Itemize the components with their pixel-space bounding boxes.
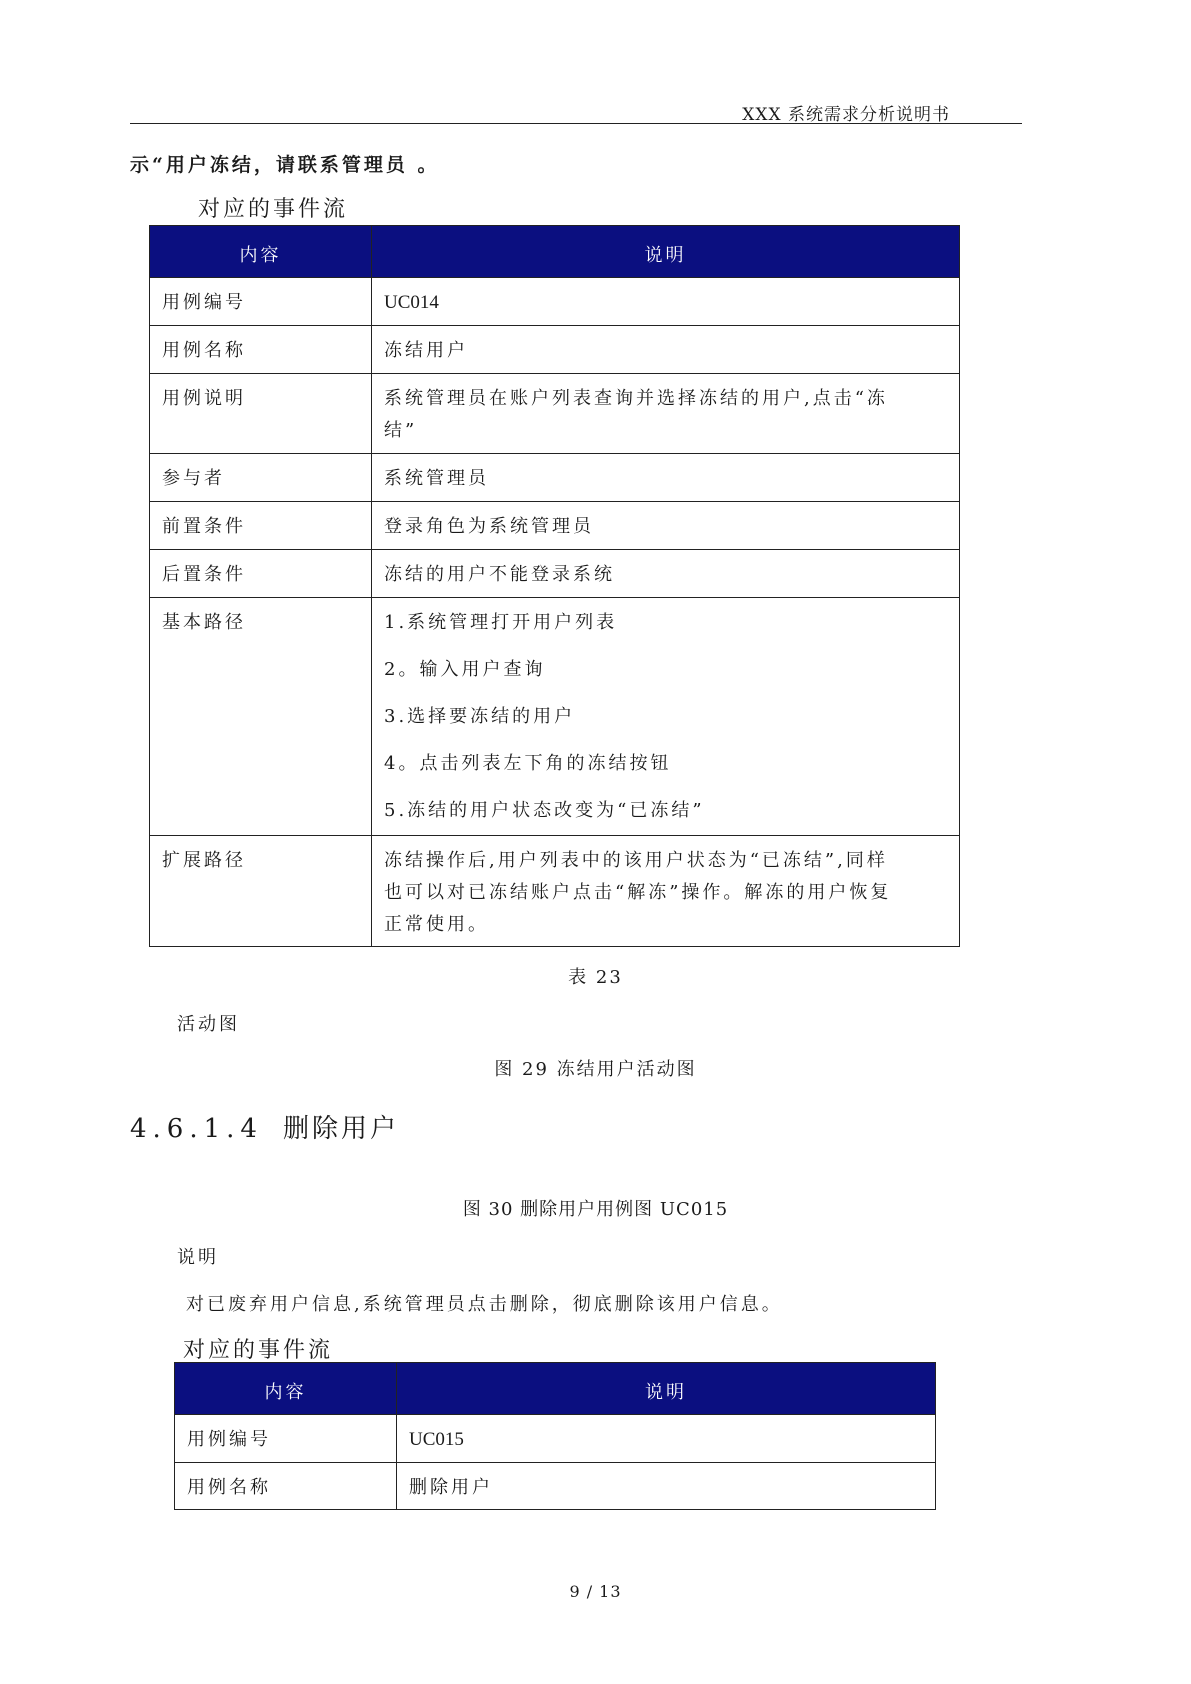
row-label: 后置条件 [150, 550, 372, 598]
section-heading [130, 1108, 399, 1145]
document-header-title: XXX 系统需求分析说明书 [742, 105, 950, 125]
table-row [150, 278, 960, 326]
table-row [150, 836, 960, 947]
row-value: 冻结用户 [372, 326, 960, 374]
table-caption: 表 23 [568, 967, 623, 988]
row-label: 基本路径 [150, 598, 372, 836]
header-rule [130, 123, 1022, 124]
row-value-line: 系统管理员在账户列表查询并选择冻结的用户,点击“冻 [384, 388, 888, 409]
row-value: 删除用户 [397, 1463, 936, 1510]
description-label: 说明 [177, 1247, 219, 1268]
row-value-line: 冻结操作后,用户列表中的该用户状态为“已冻结”,同样 [384, 850, 888, 871]
activity-diagram-label: 活动图 [177, 1014, 240, 1035]
page-number: 9 / 13 [569, 1582, 622, 1601]
column-header-content: 内容 [175, 1363, 397, 1415]
event-flow-table-uc014 [149, 225, 960, 947]
row-value-line: 正常使用。 [384, 914, 489, 935]
section-title: 删除用户 [282, 1114, 399, 1144]
row-label: 用例名称 [175, 1463, 397, 1510]
row-value: 系统管理员 [372, 454, 960, 502]
basic-path-steps [372, 598, 960, 836]
table-row [150, 326, 960, 374]
lead-text: 示“用户冻结，请联系管理员 。 [130, 154, 440, 176]
table-row [150, 502, 960, 550]
row-label: 前置条件 [150, 502, 372, 550]
column-header-description: 说明 [372, 226, 960, 278]
path-step: 3.选择要冻结的用户 [384, 706, 576, 727]
path-step: 5.冻结的用户状态改变为“已冻结” [384, 800, 705, 821]
column-header-content: 内容 [150, 226, 372, 278]
row-value [372, 836, 960, 947]
table-header-row [175, 1363, 936, 1415]
description-text: 对已废弃用户信息,系统管理员点击删除，彻底删除该用户信息。 [186, 1294, 783, 1315]
table-row [150, 374, 960, 454]
path-step: 4。点击列表左下角的冻结按钮 [384, 753, 672, 774]
row-label: 用例编号 [150, 278, 372, 326]
path-step: 2。输入用户查询 [384, 659, 546, 680]
event-flow-title-uc014: 对应的事件流 [198, 197, 349, 222]
table-row [150, 598, 960, 836]
row-label: 参与者 [150, 454, 372, 502]
row-label: 用例名称 [150, 326, 372, 374]
row-value: UC015 [397, 1415, 936, 1463]
table-row [175, 1463, 936, 1510]
row-label: 用例编号 [175, 1415, 397, 1463]
table-header-row [150, 226, 960, 278]
figure-caption: 图 29 冻结用户活动图 [494, 1059, 697, 1080]
event-flow-title-uc015: 对应的事件流 [183, 1338, 334, 1363]
path-step: 1.系统管理打开用户列表 [384, 612, 618, 633]
row-value-line: 结” [384, 420, 418, 441]
row-value: 登录角色为系统管理员 [372, 502, 960, 550]
row-value: 冻结的用户不能登录系统 [372, 550, 960, 598]
table-row [175, 1415, 936, 1463]
column-header-description: 说明 [397, 1363, 936, 1415]
table-row [150, 550, 960, 598]
row-value-line: 也可以对已冻结账户点击“解冻”操作。解冻的用户恢复 [384, 882, 892, 903]
row-value: UC014 [372, 278, 960, 326]
row-value [372, 374, 960, 454]
row-label: 扩展路径 [150, 836, 372, 947]
row-label: 用例说明 [150, 374, 372, 454]
event-flow-table-uc015 [174, 1362, 936, 1510]
section-number: 4.6.1.4 [130, 1114, 263, 1144]
table-row [150, 454, 960, 502]
figure-caption: 图 30 删除用户用例图 UC015 [462, 1199, 729, 1220]
